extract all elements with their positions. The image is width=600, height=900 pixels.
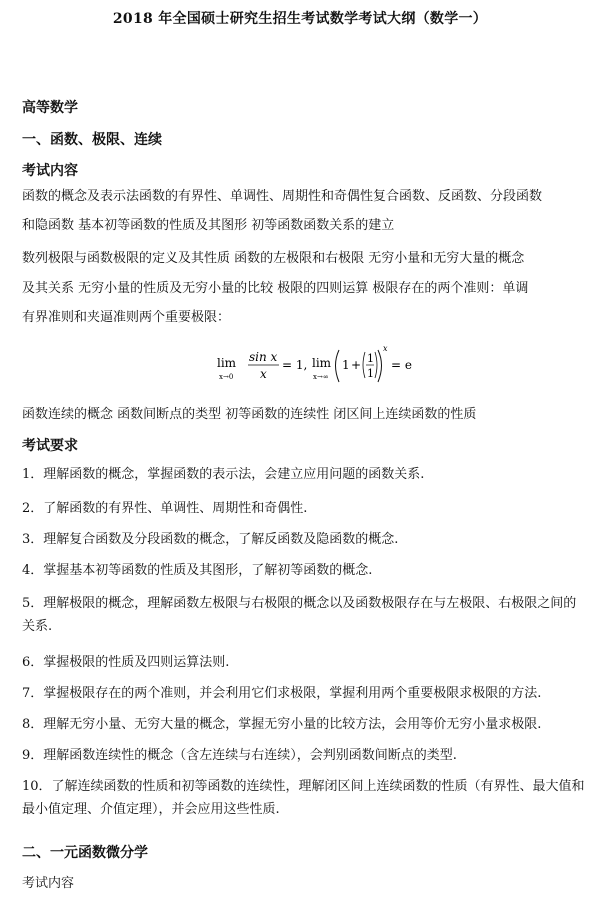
limit-symbol-1: lim — [217, 356, 237, 370]
exam-requirements-heading: 考试要求 — [22, 438, 78, 454]
limit-symbol-2: lim — [312, 356, 332, 370]
exponent-x: x — [383, 344, 388, 353]
content-line-2: 和隐函数 基本初等函数的性质及其图形 初等函数函数关系的建立 — [22, 218, 395, 233]
content-line-4: 及其关系 无穷小量的性质及无穷小量的比较 极限的四则运算 极限存在的两个准则：单调 — [22, 281, 529, 296]
requirement-item-3: 3．理解复合函数及分段函数的概念，了解反函数及隐函数的概念. — [22, 532, 399, 547]
requirement-item-4: 4．掌握基本初等函数的性质及其图形，了解初等函数的概念. — [22, 563, 373, 578]
left-paren — [336, 350, 340, 382]
document-title: 2018 年全国硕士研究生招生考试数学考试大纲（数学一） — [112, 11, 488, 27]
limit-subscript-2: x→∞ — [313, 373, 329, 381]
content-line-1: 函数的概念及表示法函数的有界性、单调性、周期性和奇偶性复合函数、反函数、分段函数 — [22, 189, 543, 204]
term-one: 1 — [342, 358, 350, 372]
important-limits-formula — [215, 340, 415, 390]
fraction-denominator-x: x — [260, 367, 267, 381]
requirement-item-10: 10．了解连续函数的性质和初等函数的连续性，理解闭区间上连续函数的性质（有界性、最大值和最小值定理、介值定理），并会应用这些性质. — [22, 779, 585, 817]
requirement-item-8: 8．理解无穷小量、无穷大量的概念，掌握无穷小量的比较方法，会用等价无穷小量求极限. — [22, 717, 542, 732]
requirement-item-9: 9．理解函数连续性的概念（含左连续与右连续），会判别函数间断点的类型. — [22, 748, 457, 763]
inner-right-paren — [375, 352, 377, 378]
plus-sign: + — [351, 358, 362, 372]
inner-left-paren — [363, 352, 365, 378]
equals-one: = 1, — [282, 358, 308, 372]
requirement-item-1: 1．理解函数的概念，掌握函数的表示法，会建立应用问题的函数关系. — [22, 467, 425, 482]
requirement-item-2: 2．了解函数的有界性、单调性、周期性和奇偶性. — [22, 501, 308, 516]
requirement-item-5: 5．理解极限的概念，理解函数左极限与右极限的概念以及函数极限存在与左极限、右极限之间的关系. — [22, 596, 577, 634]
inner-fraction-numerator: 1 — [367, 352, 374, 365]
section-heading-advanced-math: 高等数学 — [22, 100, 78, 116]
content-line-6: 函数连续的概念 函数间断点的类型 初等函数的连续性 闭区间上连续函数的性质 — [22, 407, 477, 422]
fraction-numerator-sinx: sin x — [249, 350, 278, 364]
inner-fraction-denominator: 1 — [367, 367, 374, 380]
exam-content-heading-2: 考试内容 — [22, 876, 75, 891]
content-line-5: 有界准则和夹逼准则两个重要极限： — [22, 310, 231, 325]
chapter-heading-functions-limits: 一、函数、极限、连续 — [22, 132, 162, 148]
equals-e: = e — [391, 358, 412, 372]
limit-subscript-1: x→0 — [219, 373, 234, 381]
content-line-3: 数列极限与函数极限的定义及其性质 函数的左极限和右极限 无穷小量和无穷大量的概念 — [22, 251, 525, 266]
chapter-heading-differential-calculus: 二、一元函数微分学 — [22, 845, 148, 861]
requirement-item-7: 7．掌握极限存在的两个准则，并会利用它们求极限，掌握利用两个重要极限求极限的方法. — [22, 686, 542, 701]
requirement-item-6: 6．掌握极限的性质及四则运算法则. — [22, 655, 230, 670]
exam-content-heading: 考试内容 — [22, 163, 78, 179]
right-paren — [378, 350, 382, 382]
